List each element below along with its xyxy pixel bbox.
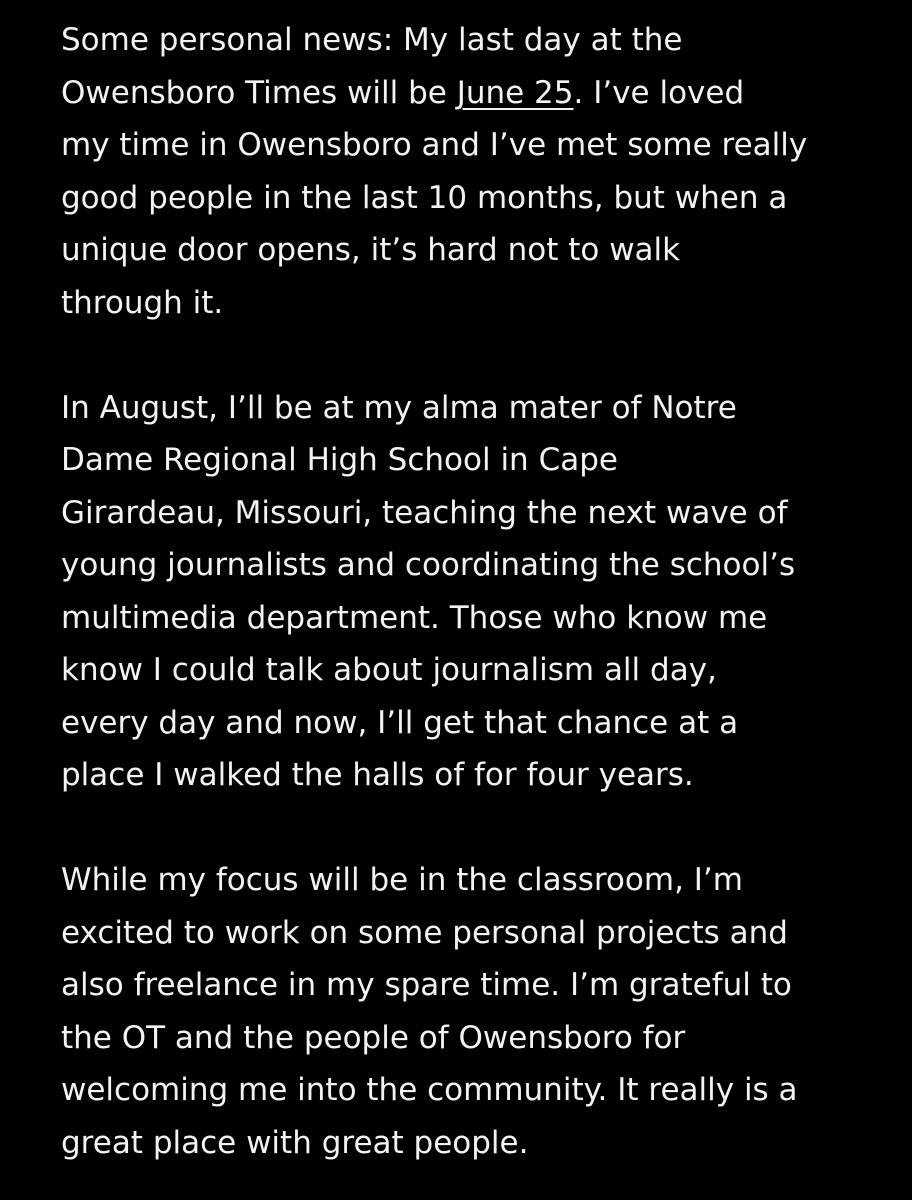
paragraph-2 — [61, 382, 881, 802]
paragraph-1-line-3: my time in Owensboro and I’ve met some really — [61, 127, 808, 163]
paragraph-2-line-7: every day and now, I’ll get that chance at a — [61, 704, 739, 741]
paragraph-3-line-4: the OT and the people of Owensboro for — [61, 1019, 686, 1056]
paragraph-2-line-5: multimedia department. Those who know me — [61, 599, 768, 636]
paragraph-3-line-5: welcoming me into the community. It really is a — [61, 1072, 798, 1108]
paragraph-spacer — [61, 802, 881, 855]
paragraph-3-line-1: While my focus will be in the classroom, I’m — [61, 862, 743, 898]
paragraph-2-line-2: Dame Regional High School in Cape — [61, 442, 618, 478]
date-link[interactable]: June 25 — [456, 74, 574, 111]
paragraph-2-line-1: In August, I’ll be at my alma mater of Notre — [61, 389, 737, 426]
paragraph-1-line-2 — [61, 67, 881, 120]
paragraph-1-line-1: Some personal news: My last day at the — [61, 22, 683, 58]
paragraph-2-line-3: Girardeau, Missouri, teaching the next wave of — [61, 494, 788, 531]
paragraph-3-line-3: also freelance in my spare time. I’m grateful to — [61, 967, 792, 1003]
paragraph-3 — [61, 854, 881, 1169]
paragraph-3-line-6: great place with great people. — [61, 1124, 529, 1161]
paragraph-2-line-8: place I walked the halls of for four years. — [61, 757, 694, 793]
paragraph-1-line-6: through it. — [61, 284, 224, 321]
paragraph-2-line-6: know I could talk about journalism all day, — [61, 652, 717, 688]
paragraph-2-line-4: young journalists and coordinating the school’s — [61, 547, 796, 583]
note-body[interactable] — [61, 14, 881, 1169]
paragraph-1-line-2-start: Owensboro Times will be — [61, 74, 457, 111]
paragraph-1 — [61, 14, 881, 329]
paragraph-3-line-2: excited to work on some personal projects and — [61, 914, 788, 951]
paragraph-spacer — [61, 329, 881, 382]
paragraph-1-line-2-end: . I’ve loved — [573, 74, 745, 111]
paragraph-1-line-4: good people in the last 10 months, but when a — [61, 179, 788, 216]
paragraph-1-line-5: unique door opens, it’s hard not to walk — [61, 232, 681, 268]
